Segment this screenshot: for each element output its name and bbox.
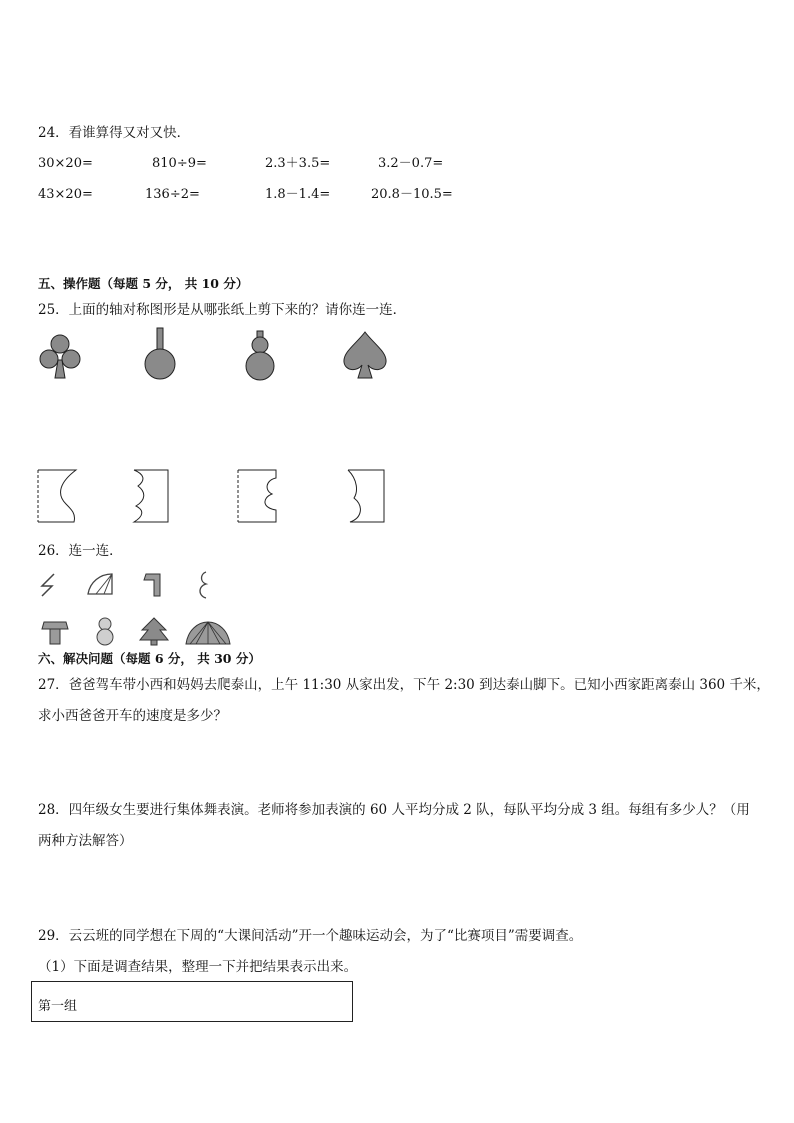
q26-title: 26．连一连． xyxy=(38,543,123,559)
paper-piece-4 xyxy=(344,468,388,524)
q29-line2: （1）下面是调查结果，整理一下并把结果表示出来。 xyxy=(38,959,358,975)
q27-line1: 27．爸爸驾车带小西和妈妈去爬泰山，上午 11:30 从家出发，下午 2:30 到达泰山脚下。已知小西家距离泰山 360 千米， xyxy=(38,677,770,693)
q24-expr-3: 2.3＋3.5= xyxy=(265,156,331,171)
q24-title: 24．看谁算得又对又快． xyxy=(38,125,191,141)
club-icon xyxy=(36,332,84,380)
mushroom-icon xyxy=(40,618,70,646)
q24-expr-2: 810÷9= xyxy=(152,156,207,171)
q24-expr-7: 1.8－1.4= xyxy=(265,187,331,202)
half-gourd-icon xyxy=(196,570,212,600)
paper-piece-1 xyxy=(36,468,80,524)
q24-expr-5: 43×20= xyxy=(38,187,93,202)
snowman-icon xyxy=(94,616,116,646)
q28-line1: 28．四年级女生要进行集体舞表演。老师将参加表演的 60 人平均分成 2 队，每队平均分成 3 组。每组有多少人？（用 xyxy=(38,802,750,818)
q25-title: 25．上面的轴对称图形是从哪张纸上剪下来的？请你连一连． xyxy=(38,302,407,318)
q29-line1: 29．云云班的同学想在下周的“大课间活动”开一个趣味运动会，为了“比赛项目”需要调查。 xyxy=(38,928,583,944)
half-mushroom-icon xyxy=(142,570,164,598)
half-umbrella-icon xyxy=(86,570,116,598)
half-lightning-icon xyxy=(38,572,60,598)
paper-piece-2 xyxy=(130,468,174,524)
tree-icon xyxy=(138,616,170,646)
group1-box xyxy=(31,981,353,1022)
gourd-icon xyxy=(240,330,280,382)
section6-title: 六、解决问题（每题 6 分， 共 30 分） xyxy=(38,651,261,666)
q27-line2: 求小西爸爸开车的速度是多少？ xyxy=(38,708,227,724)
q24-expr-8: 20.8－10.5= xyxy=(371,187,453,202)
lollipop-icon xyxy=(140,326,180,382)
paper-piece-3 xyxy=(236,468,280,524)
section5-title: 五、操作题（每题 5 分， 共 10 分） xyxy=(38,276,249,291)
q28-line2: 两种方法解答） xyxy=(38,833,133,849)
group1-label: 第一组 xyxy=(38,999,78,1014)
umbrella-icon xyxy=(184,620,232,646)
spade-icon xyxy=(340,330,390,380)
q24-expr-6: 136÷2= xyxy=(145,187,200,202)
q24-expr-1: 30×20= xyxy=(38,156,93,171)
q24-expr-4: 3.2－0.7= xyxy=(378,156,444,171)
